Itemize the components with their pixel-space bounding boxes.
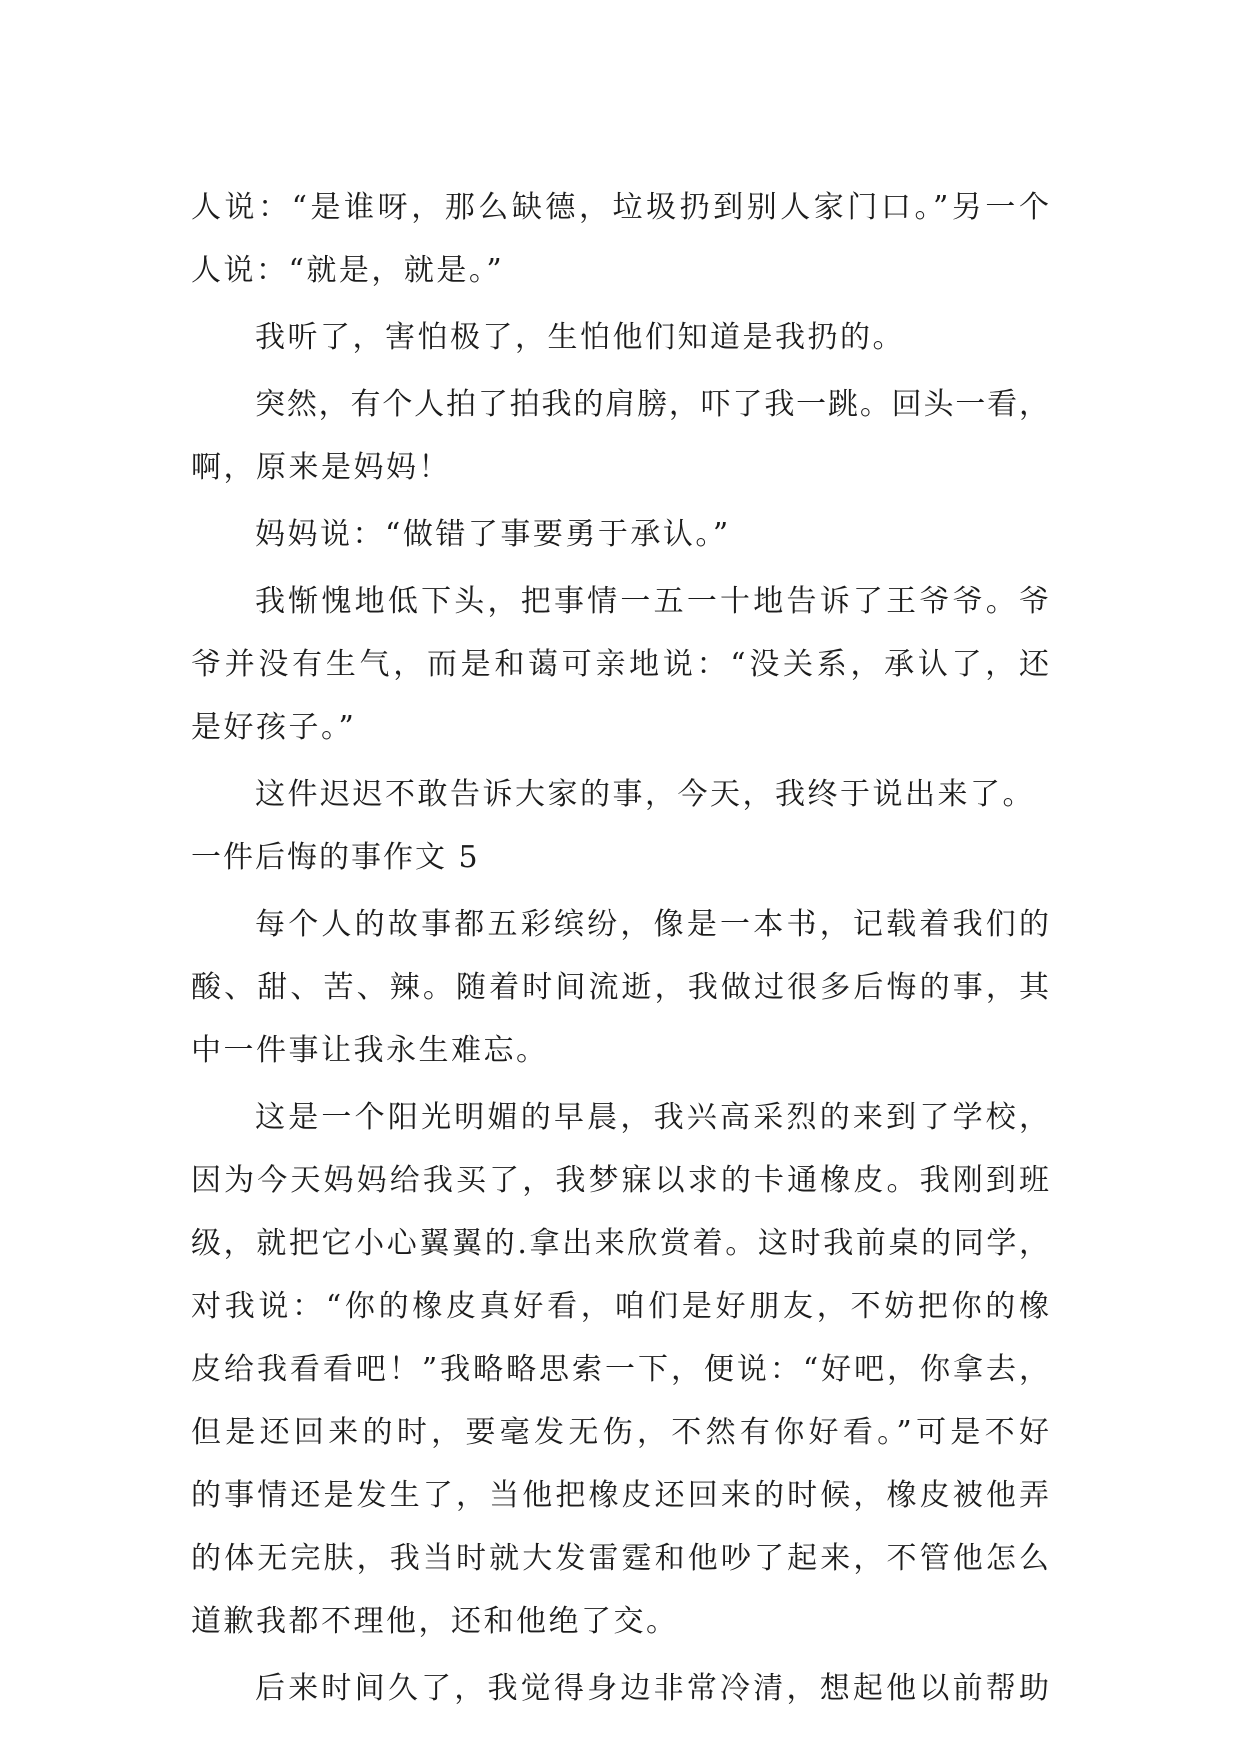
text-line: 是好孩子。”: [191, 710, 357, 745]
text-line: 酸、甜、苦、辣。随着时间流逝，我做过很多后悔的事，其: [191, 970, 1049, 1005]
text-line: 突然，有个人拍了拍我的肩膀，吓了我一跳。回头一看，: [255, 387, 1049, 422]
text-line: 每个人的故事都五彩缤纷，像是一本书，记载着我们的: [255, 907, 1049, 942]
document-body: [191, 176, 1049, 1720]
text-line: 对我说：“你的橡皮真好看，咱们是好朋友，不妨把你的橡: [191, 1289, 1049, 1324]
text-line: 中一件事让我永生难忘。: [191, 1033, 549, 1068]
paragraph: [191, 176, 1049, 302]
paragraph: [191, 373, 1049, 499]
text-line: 的体无完肤，我当时就大发雷霆和他吵了起来，不管他怎么: [191, 1541, 1049, 1576]
paragraph: [191, 503, 1049, 566]
text-line: 啊，原来是妈妈！: [191, 450, 451, 485]
text-line: 我听了，害怕极了，生怕他们知道是我扔的。: [255, 320, 905, 355]
text-line: 级，就把它小心翼翼的.拿出来欣赏着。这时我前桌的同学，: [191, 1226, 1049, 1261]
text-line: 这件迟迟不敢告诉大家的事，今天，我终于说出来了。: [255, 777, 1035, 812]
text-line: 人说：“是谁呀，那么缺德，垃圾扔到别人家门口。”另一个: [191, 190, 1049, 225]
essay-title: 一件后悔的事作文 5: [191, 840, 480, 875]
text-line: 因为今天妈妈给我买了，我梦寐以求的卡通橡皮。我刚到班: [191, 1163, 1049, 1198]
text-line: 妈妈说：“做错了事要勇于承认。”: [255, 517, 731, 552]
text-line: 皮给我看看吧！”我略略思索一下，便说：“好吧，你拿去，: [191, 1352, 1049, 1387]
text-line: 但是还回来的时，要毫发无伤，不然有你好看。”可是不好: [191, 1415, 1049, 1450]
text-line: 我惭愧地低下头，把事情一五一十地告诉了王爷爷。爷: [255, 584, 1049, 619]
text-line: 人说：“就是，就是。”: [191, 253, 505, 288]
paragraph: [191, 893, 1049, 1082]
paragraph: [191, 306, 1049, 369]
paragraph: [191, 1657, 1049, 1720]
text-line: 道歉我都不理他，还和他绝了交。: [191, 1604, 679, 1639]
paragraph: [191, 1086, 1049, 1653]
paragraph: [191, 570, 1049, 759]
text-line: 的事情还是发生了，当他把橡皮还回来的时候，橡皮被他弄: [191, 1478, 1049, 1513]
text-line: 后来时间久了，我觉得身边非常冷清，想起他以前帮助: [255, 1671, 1049, 1706]
paragraph: [191, 763, 1049, 826]
text-line: 这是一个阳光明媚的早晨，我兴高采烈的来到了学校，: [255, 1100, 1049, 1135]
text-line: 爷并没有生气，而是和蔼可亲地说：“没关系，承认了，还: [191, 647, 1049, 682]
